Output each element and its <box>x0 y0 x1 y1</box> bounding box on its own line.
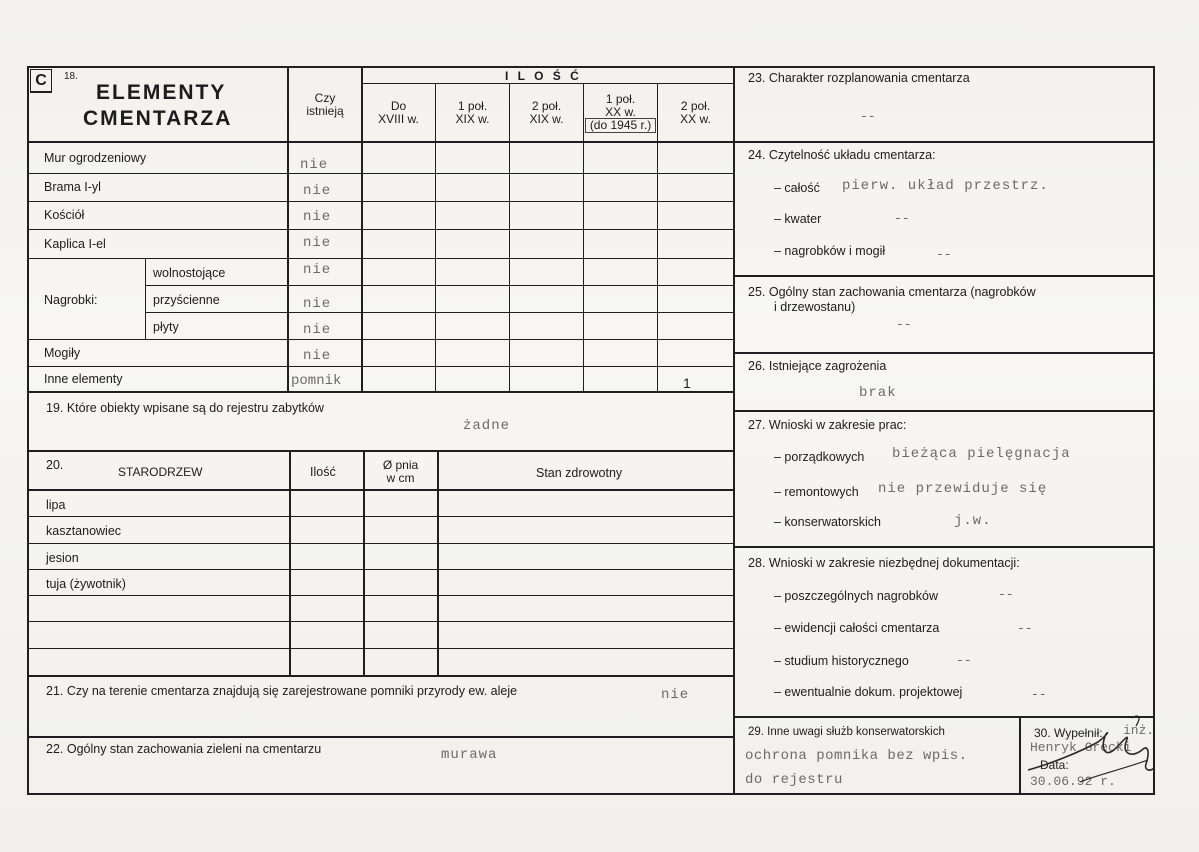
q27-renovation-label: – remontowych <box>774 485 859 499</box>
row-label-slabs: płyty <box>153 320 179 334</box>
row-label-chapel: Kaplica I-el <box>44 237 106 251</box>
q28-tombs-label: – poszczególnych nagrobków <box>774 589 938 603</box>
q26-value: brak <box>859 385 897 401</box>
col-header-period-2: 1 poł. XIX w. <box>455 99 490 126</box>
q28-records-value: -- <box>1017 621 1033 636</box>
exists-other: pomnik <box>291 373 342 389</box>
q24-label: 24. Czytelność układu cmentarza: <box>748 148 936 162</box>
q20-header: STARODRZEW <box>118 465 203 479</box>
exists-wall: nie <box>300 157 329 173</box>
row-label-tombstones: Nagrobki: <box>44 293 98 307</box>
q27-conservation-value: j.w. <box>954 513 992 529</box>
col-header-trunk: Ø pnia w cm <box>382 458 419 485</box>
q24-quarters-label: – kwater <box>774 212 822 226</box>
row-label-church: Kościół <box>44 208 85 222</box>
q19-label: 19. Które obiekty wpisane są do rejestru zabytków <box>46 401 324 415</box>
q23-label: 23. Charakter rozplanowania cmentarza <box>748 71 970 85</box>
q24-tombs-label: – nagrobków i mogił <box>774 244 886 258</box>
col-header-period-1: Do XVIII w. <box>378 99 419 126</box>
exists-wall-mounted: nie <box>303 296 332 312</box>
q30-date-label: Data: <box>1040 758 1069 772</box>
col-header-period-4: 1 poł. XX w. (do 1945 r.) <box>584 93 657 133</box>
q27-cleaning-value: bieżąca pielęgnacja <box>892 446 1071 462</box>
q27-label: 27. Wnioski w zakresie prac: <box>748 418 907 432</box>
count-other-2pol-xx: 1 <box>683 375 691 391</box>
q28-records-label: – ewidencji całości cmentarza <box>774 621 940 635</box>
q25-label-1: 25. Ogólny stan zachowania cmentarza (nagrobków <box>748 285 1036 299</box>
exists-graves: nie <box>303 348 332 364</box>
q21-value: nie <box>661 687 690 703</box>
q24-quarters-value: -- <box>894 211 910 226</box>
q24-total-label: – całość <box>774 181 820 195</box>
form-title-line2: CMENTARZA <box>83 107 233 130</box>
exists-slabs: nie <box>303 322 332 338</box>
q30-name: Henryk Grecki <box>1030 740 1132 755</box>
q19-value: żadne <box>463 418 511 434</box>
col-header-health: Stan zdrowotny <box>536 466 623 480</box>
q30-name-prefix: inż. <box>1123 723 1155 738</box>
q20-number: 20. <box>46 458 64 472</box>
q21-label: 21. Czy na terenie cmentarza znajdują się zarejestrowane pomniki przyrody ew. aleje <box>46 684 518 698</box>
tree-chestnut: kasztanowiec <box>46 524 122 538</box>
q24-tombs-value: -- <box>936 247 952 262</box>
q23-value: -- <box>860 109 876 124</box>
q28-project-label: – ewentualnie dokum. projektowej <box>774 685 963 699</box>
q22-label: 22. Ogólny stan zachowania zieleni na cmentarzu <box>46 742 322 756</box>
row-label-wall-mounted: przyścienne <box>153 293 220 307</box>
q26-label: 26. Istniejące zagrożenia <box>748 359 887 373</box>
exists-church: nie <box>303 209 332 225</box>
row-label-wall: Mur ogrodzeniowy <box>44 151 147 165</box>
form-title-line1: ELEMENTY <box>96 81 227 104</box>
col-header-count: Ilość <box>310 465 336 479</box>
col-header-exists: Czy istnieją <box>306 91 344 118</box>
exists-freestanding: nie <box>303 262 332 278</box>
row-label-gate: Brama I-yl <box>44 180 101 194</box>
col-header-period-3: 2 poł. XIX w. <box>529 99 564 126</box>
row-label-other: Inne elementy <box>44 372 123 386</box>
field-number-18: 18. <box>64 71 78 82</box>
q28-history-value: -- <box>956 653 972 668</box>
exists-chapel: nie <box>303 235 332 251</box>
row-label-freestanding: wolnostojące <box>153 266 226 280</box>
q30-label: 30. Wypełnił: <box>1034 726 1103 740</box>
q29-label: 29. Inne uwagi służb konserwatorskich <box>748 726 945 738</box>
section-letter-box <box>30 69 52 93</box>
section-letter: C <box>35 72 47 89</box>
col-header-period-5: 2 poł. XX w. <box>680 99 711 126</box>
q22-value: murawa <box>441 747 498 763</box>
signature-image <box>1020 712 1155 794</box>
q28-project-value: -- <box>1031 687 1047 702</box>
q29-line1: ochrona pomnika bez wpis. <box>745 748 968 764</box>
q28-label: 28. Wnioski w zakresie niezbędnej dokumentacji: <box>748 556 1020 570</box>
exists-gate: nie <box>303 183 332 199</box>
q24-total-value: pierw. układ przestrz. <box>842 178 1049 194</box>
q28-history-label: – studium historycznego <box>774 654 909 668</box>
tree-thuja: tuja (żywotnik) <box>46 577 126 591</box>
q25-label-2: i drzewostanu) <box>774 300 856 314</box>
q30-date: 30.06.92 r. <box>1030 774 1116 789</box>
q25-value: -- <box>896 317 912 332</box>
q27-renovation-value: nie przewiduje się <box>878 481 1048 497</box>
q29-line2: do rejestru <box>745 772 843 788</box>
q27-cleaning-label: – porządkowych <box>774 450 865 464</box>
tree-ash: jesion <box>46 551 79 565</box>
q28-tombs-value: -- <box>998 587 1014 602</box>
row-label-graves: Mogiły <box>44 346 81 360</box>
col-header-quantity: I L O Ś Ć <box>505 69 582 83</box>
q27-conservation-label: – konserwatorskich <box>774 515 881 529</box>
tree-lipa: lipa <box>46 498 66 512</box>
